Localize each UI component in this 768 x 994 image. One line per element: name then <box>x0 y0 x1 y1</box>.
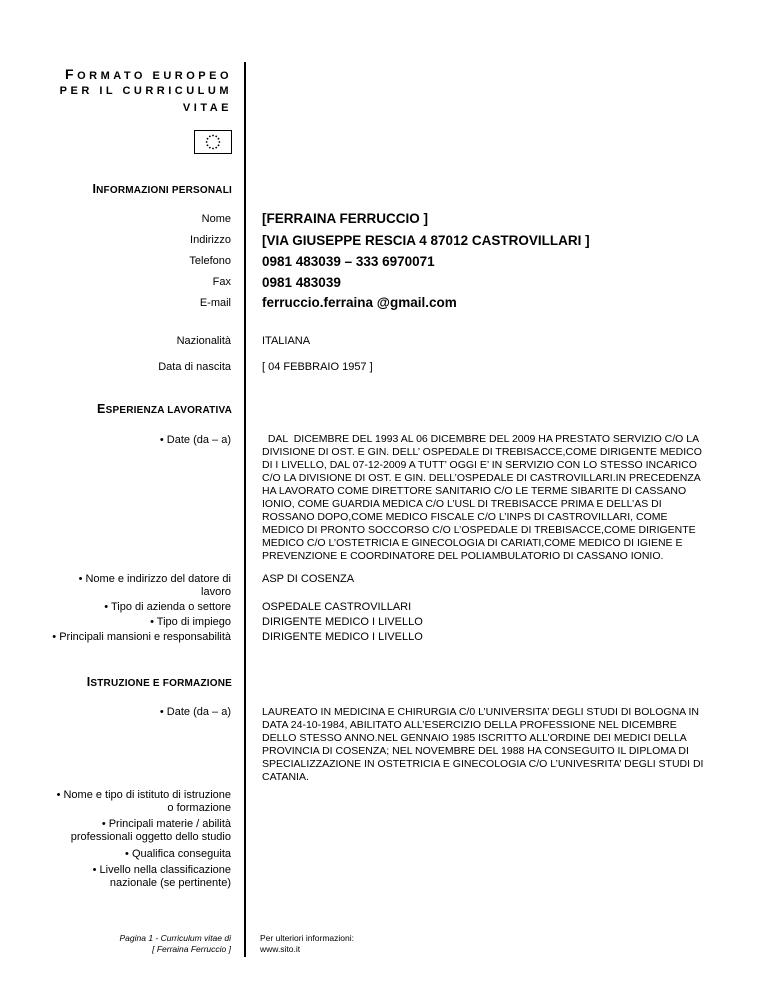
footer-more-info: Per ulteriori informazioni: www.sito.it <box>260 933 355 954</box>
label-exp-mansioni: • Principali mansioni e responsabilità <box>52 631 231 643</box>
label-edu-livello: • Livello nella classificazione nazionale (se pertinente) <box>92 864 231 889</box>
edu-date-text: LAUREATO IN MEDICINA E CHIRURGIA C/0 L’UNIVERSITA’ DEGLI STUDI DI BOLOGNA IN DATA 24-10-1984, ABILITATO ALL’ESERCIZIO DELLA PROFESSIONE NEL DICEMBRE DELLO STESSO ANNO.NEL GENNAIO 1985 ISCRITTO ALL’ORDINE DEI MEDICI DELLA PROVINCIA DI COSENZA; NEL NOVEMBRE DEL 1988 HA CONSEGUITO IL DIPLOMA DI SPECIALIZZAZIONE IN OSTETRICIA E GINECOLOGIA C/O L’UNIVESRITA’ DEGLI STUDI DI CATANIA. <box>262 706 704 783</box>
section-heading-personal: INFORMAZIONI PERSONALI <box>92 182 232 196</box>
cv-title-initial: F <box>65 66 78 82</box>
column-divider <box>244 62 246 957</box>
label-email: E-mail <box>199 297 231 309</box>
label-fax: Fax <box>212 276 231 288</box>
footer-page-info: Pagina 1 - Curriculum vitae di [ Ferraina Ferruccio ] <box>119 933 231 954</box>
value-exp-tipo-impiego: DIRIGENTE MEDICO I LIVELLO <box>262 616 423 628</box>
label-edu-qualifica: • Qualifica conseguita <box>125 848 231 860</box>
label-exp-tipo-impiego: • Tipo di impiego <box>150 616 231 628</box>
label-exp-tipo-azienda: • Tipo di azienda o settore <box>104 601 231 613</box>
cv-title-line-3: VITAE <box>182 102 232 114</box>
section-heading-experience: ESPERIENZA LAVORATIVA <box>97 402 232 416</box>
value-nazionalita: ITALIANA <box>262 335 311 347</box>
value-email: ferruccio.ferraina @gmail.com <box>262 295 457 310</box>
label-exp-date: • Date (da – a) <box>159 434 231 446</box>
label-nazionalita: Nazionalità <box>176 335 231 347</box>
cv-title-rest: ORMATO EUROPEO <box>77 70 232 82</box>
label-edu-date: • Date (da – a) <box>159 706 231 718</box>
cv-title-line-1 <box>65 66 232 82</box>
label-indirizzo: Indirizzo <box>190 234 231 246</box>
label-telefono: Telefono <box>189 255 231 267</box>
label-nome: Nome <box>201 213 231 225</box>
cv-title-line-2: PER IL CURRICULUM <box>59 85 232 97</box>
section-heading-education: ISTRUZIONE E FORMAZIONE <box>86 675 232 689</box>
value-nome: [FERRAINA FERRUCCIO ] <box>262 211 428 226</box>
eu-flag-logo <box>194 130 232 154</box>
value-exp-tipo-azienda: OSPEDALE CASTROVILLARI <box>262 601 412 613</box>
value-exp-datore: ASP DI COSENZA <box>262 573 355 585</box>
exp-date-text: DAL DICEMBRE DEL 1993 AL 06 DICEMBRE DEL 2009 HA PRESTATO SERVIZIO C/O LA DIVISIONE DI OST. E GIN. DELL’ OSPEDALE DI TREBISACCE,COME DIRIGENTE MEDICO DI I LIVELLO, DAL 07-12-2009 A TUTT’ OGGI E’ IN SERVIZIO CON LO STESSO INCARICO C/O LA DIVISIONE DI OST. E GIN. DELL’OSPEDALE DI CASTROVILLARI.IN PRECEDENZA HA LAVORATO COME DIRETTORE SANITARIO C/O LE TERME SIBARITE DI CASSANO IONIO, COME GUARDIA MEDICA C/O L’USL DI TREBISACCE PRIMA E DELL’AS DI ROSSANO DOPO,COME MEDICO FISCALE C/O L’INPS DI CASTROVILLARI, COME MEDICO DI PRONTO SOCCORSO C/O L’OSPEDALE DI TREBISACCE,COME DIRIGENTE MEDICO C/O L’OSTETRICIA E GINECOLOGIA DI CARIATI,COME MEDICO DI IGIENE E PREVENZIONE E COORDINATORE DEL POLIAMBULATORIO DI CASSANO IONIO. <box>262 433 702 562</box>
value-fax: 0981 483039 <box>262 275 341 290</box>
label-edu-istituto: • Nome e tipo di istituto di istruzione o formazione <box>56 789 231 814</box>
label-exp-datore: • Nome e indirizzo del datore di lavoro <box>78 573 231 598</box>
label-data-nascita: Data di nascita <box>158 361 231 373</box>
value-data-nascita: [ 04 FEBBRAIO 1957 ] <box>262 361 373 373</box>
value-indirizzo: [VIA GIUSEPPE RESCIA 4 87012 CASTROVILLARI ] <box>262 233 590 248</box>
value-telefono: 0981 483039 – 333 6970071 <box>262 254 435 269</box>
value-exp-mansioni: DIRIGENTE MEDICO I LIVELLO <box>262 631 423 643</box>
label-edu-materie: • Principali materie / abilità professionali oggetto dello studio <box>70 818 231 843</box>
